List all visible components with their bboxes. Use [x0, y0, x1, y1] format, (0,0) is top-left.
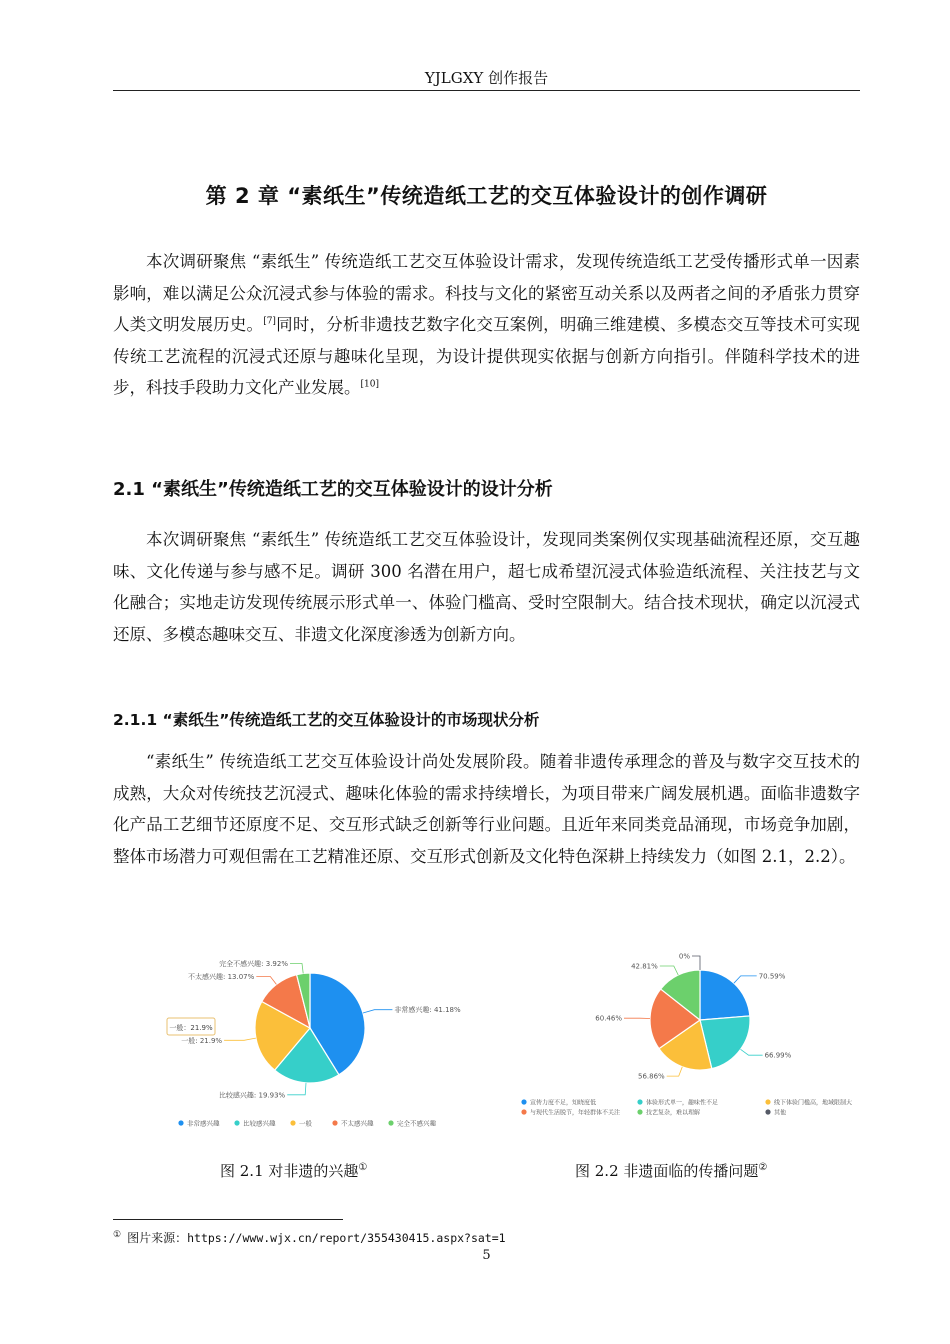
section-heading-2-1-1: 2.1.1 “素纸生”传统造纸工艺的交互体验设计的市场现状分析 [113, 711, 540, 729]
legend-label[interactable]: 其他 [774, 1109, 787, 1117]
label-leader-line [692, 956, 700, 970]
legend-label[interactable]: 与现代生活脱节，年轻群体不关注 [530, 1109, 621, 1117]
legend-label[interactable]: 体验形式单一，趣味性不足 [646, 1099, 719, 1107]
legend-swatch[interactable] [765, 1099, 770, 1104]
running-header: YJLGXY 创作报告 [424, 69, 549, 87]
header-rule [113, 90, 860, 91]
slice-label: 70.59% [758, 972, 786, 981]
figure-2-1-pie-chart [165, 950, 475, 1135]
label-leader-line [667, 1067, 683, 1076]
figure-2-2-caption-text: 图 2.2 非遗面临的传播问题 [575, 1162, 759, 1180]
label-leader-line [290, 964, 303, 974]
label-leader-line [224, 1038, 256, 1040]
slice-label: 60.46% [595, 1014, 622, 1023]
label-leader-line [734, 976, 757, 983]
figure-2-2-caption [575, 1160, 767, 1181]
legend-label[interactable]: 技艺复杂，难以理解 [646, 1109, 701, 1117]
footnote-label: 图片来源： [127, 1231, 188, 1245]
slice-label: 一般: 21.9% [181, 1036, 223, 1045]
legend-swatch[interactable] [637, 1099, 642, 1104]
legend-label[interactable]: 非常感兴趣 [187, 1119, 220, 1128]
label-leader-line [256, 977, 276, 985]
pie1-legend [178, 1119, 436, 1128]
slice-label: 比较感兴趣: 19.93% [218, 1091, 286, 1100]
footnote-rule [113, 1219, 343, 1220]
section-2-1-1-paragraph: “素纸生” 传统造纸工艺交互体验设计尚处发展阶段。随着非遗传承理念的普及与数字交互技术的成熟，大众对传统技艺沉浸式、趣味化体验的需求持续增长，为项目带来广阔发展机遇。面临非遗数字化产品工艺细节还原度不足、交互形式缺乏创新等行业问题。且近年来同类竞品涌现，市场竞争加剧，整体市场潜力可观但需在工艺精准还原、交互形式创新及文化特色深耕上持续发力（如图 2.1，2.2）。 [113, 752, 860, 866]
figure-2-1-caption [220, 1160, 367, 1181]
footnote-mark: ① [113, 1230, 122, 1240]
legend-swatch[interactable] [332, 1120, 337, 1125]
slice-label: 非常感兴趣: 41.18% [394, 1006, 461, 1015]
legend-label[interactable]: 线下体验门槛高，地域限制大 [774, 1099, 853, 1107]
pie1-tooltip-text: 一般：21.9% [169, 1024, 213, 1032]
slice-label: 完全不感兴趣: 3.92% [219, 960, 288, 968]
chapter-title: 第 2 章 “素纸生”传统造纸工艺的交互体验设计的创作调研 [205, 184, 768, 208]
slice-label: 42.81% [631, 962, 658, 971]
label-leader-line [741, 1049, 763, 1055]
section-heading-2-1: 2.1 “素纸生”传统造纸工艺的交互体验设计的设计分析 [113, 479, 553, 500]
figure-2-1-footnote-mark[interactable]: ① [358, 1162, 368, 1173]
legend-swatch[interactable] [388, 1120, 393, 1125]
figure-2-1-caption-text: 图 2.1 对非遗的兴趣 [220, 1162, 359, 1180]
legend-swatch[interactable] [178, 1120, 183, 1125]
citation-10[interactable]: [10] [360, 379, 379, 390]
legend-label[interactable]: 宣传力度不足，知晓度低 [530, 1099, 597, 1107]
pie-slice[interactable] [700, 970, 750, 1020]
slice-label: 56.86% [637, 1072, 665, 1081]
label-leader-line [660, 966, 678, 975]
figure-2-2-pie-chart [510, 945, 880, 1125]
pie1-slices [255, 973, 365, 1083]
slice-label: 66.99% [764, 1051, 792, 1060]
page-number: 5 [482, 1248, 491, 1263]
legend-swatch[interactable] [765, 1109, 770, 1114]
label-leader-line [363, 1010, 393, 1013]
pie1-tooltip [167, 1018, 215, 1035]
legend-swatch[interactable] [637, 1109, 642, 1114]
section-2-1-paragraph: 本次调研聚焦 “素纸生” 传统造纸工艺交互体验设计，发现同类案例仅实现基础流程还原，交互趣味、文化传递与参与感不足。调研 300 名潜在用户，超七成希望沉浸式体验造纸流程、关注技艺与文化融合；实地走访发现传统展示形式单一、体验门槛高、受时空限制大。结合技术现状，确定以沉浸式还原、多模态趣味交互、非遗文化深度渗透为创新方向。 [113, 530, 860, 644]
slice-label: 0% [678, 952, 690, 961]
pie2-slices [650, 970, 750, 1070]
legend-swatch[interactable] [521, 1099, 526, 1104]
pie2-legend [521, 1099, 852, 1117]
legend-label[interactable]: 不太感兴趣 [341, 1119, 374, 1128]
label-leader-line [287, 1083, 306, 1095]
citation-7[interactable]: [7] [263, 316, 276, 327]
intro-text-2: 同时，分析非遗技艺数字化交互案例，明确三维建模、多模态交互等技术可实现传统工艺流程的沉浸式还原与趣味化呈现，为设计提供现实依据与创新方向指引。伴随科学技术的进步，科技手段助力文化产业发展。 [113, 315, 860, 397]
legend-swatch[interactable] [290, 1120, 295, 1125]
footnote-url-link[interactable]: https://www.wjx.cn/report/355430415.aspx?sat=1 [187, 1231, 506, 1245]
legend-swatch[interactable] [234, 1120, 239, 1125]
legend-label[interactable]: 完全不感兴趣 [397, 1119, 436, 1128]
legend-label[interactable]: 一般 [299, 1119, 312, 1128]
intro-text-1: 本次调研聚焦 “素纸生” 传统造纸工艺交互体验设计需求，发现传统造纸工艺受传播形式单一因素影响，难以满足公众沉浸式参与体验的需求。科技与文化的紧密互动关系以及两者之间的矛盾张力贯穿人类文明发展历史。 [113, 252, 860, 334]
intro-paragraph [113, 246, 860, 404]
figure-2-2-footnote-mark[interactable]: ② [758, 1162, 768, 1173]
slice-label: 不太感兴趣: 13.07% [188, 973, 255, 981]
footnote [113, 1229, 506, 1246]
legend-label[interactable]: 比较感兴趣 [243, 1119, 276, 1128]
legend-swatch[interactable] [521, 1109, 526, 1114]
